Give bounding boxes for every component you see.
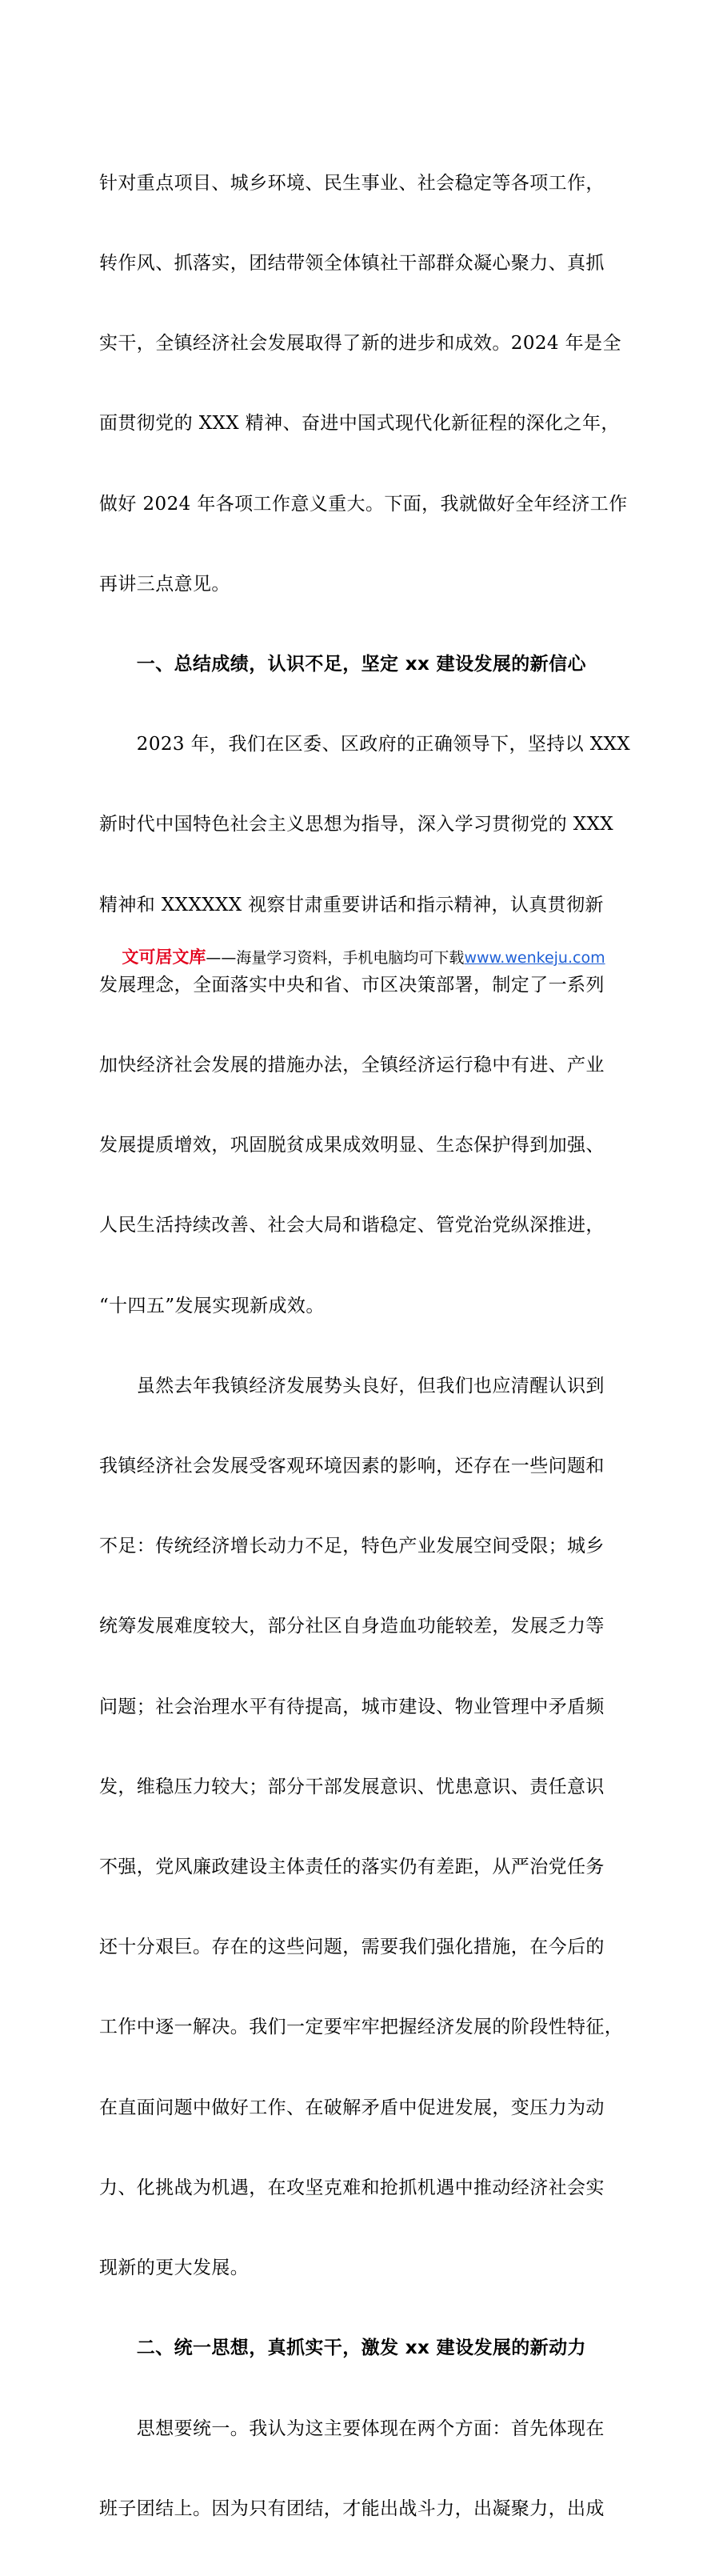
text-line: “十四五”发展实现新成效。 <box>99 1295 325 1316</box>
text-line: 加快经济社会发展的措施办法，全镇经济运行稳中有进、产业 <box>99 1055 605 1076</box>
section-heading-1: 一、总结成绩，认识不足，坚定 xx 建设发展的新信心 <box>99 654 586 675</box>
text-line: 发展理念，全面落实中央和省、市区决策部署，制定了一系列 <box>99 974 605 996</box>
text-line: 精神和 XXXXXX 视察甘肃重要讲话和指示精神，认真贯彻新 <box>99 894 604 915</box>
footer-website-link[interactable]: www.wenkeju.com <box>464 949 605 967</box>
footer-banner <box>0 946 727 969</box>
text-line: 还十分艰巨。存在的这些问题，需要我们强化措施，在今后的 <box>99 1937 605 1958</box>
text-line: 面贯彻党的 XXX 精神、奋进中国式现代化新征程的深化之年， <box>99 413 620 435</box>
text-line: 发，维稳压力较大；部分干部发展意识、忧患意识、责任意识 <box>99 1776 605 1797</box>
text-line: 做好 2024 年各项工作意义重大。下面，我就做好全年经济工作 <box>99 493 628 515</box>
text-line: 人民生活持续改善、社会大局和谐稳定、管党治党纵深推进， <box>99 1215 605 1236</box>
text-line: 统筹发展难度较大，部分社区自身造血功能较差，发展乏力等 <box>99 1616 605 1637</box>
text-line: 新时代中国特色社会主义思想为指导，深入学习贯彻党的 XXX <box>99 814 614 835</box>
text-line: 不强，党风廉政建设主体责任的落实仍有差距，从严治党任务 <box>99 1857 605 1878</box>
text-line: 针对重点项目、城乡环境、民生事业、社会稳定等各项工作， <box>99 172 605 194</box>
text-line: 实干，全镇经济社会发展取得了新的进步和成效。2024 年是全 <box>99 333 621 355</box>
footer-brand: 文可居文库 <box>122 947 206 967</box>
text-line: 再讲三点意见。 <box>99 573 230 595</box>
text-line: 2023 年，我们在区委、区政府的正确领导下，坚持以 XXX <box>99 734 631 755</box>
text-line: 我镇经济社会发展受客观环境因素的影响，还存在一些问题和 <box>99 1456 605 1477</box>
text-line: 问题；社会治理水平有待提高，城市建设、物业管理中矛盾频 <box>99 1696 605 1717</box>
text-line: 工作中逐一解决。我们一定要牢牢把握经济发展的阶段性特征， <box>99 2017 624 2038</box>
text-line: 不足：传统经济增长动力不足，特色产业发展空间受限；城乡 <box>99 1536 605 1557</box>
text-line: 力、化挑战为机遇，在攻坚克难和抢抓机遇中推动经济社会实 <box>99 2177 605 2198</box>
text-line: 在直面问题中做好工作、在破解矛盾中促进发展，变压力为动 <box>99 2097 605 2118</box>
text-line: 现新的更大发展。 <box>99 2258 250 2279</box>
text-line: 转作风、抓落实，团结带领全体镇社干部群众凝心聚力、真抓 <box>99 253 605 274</box>
section-heading-2: 二、统一思想，真抓实干，激发 xx 建设发展的新动力 <box>99 2338 586 2359</box>
text-line: 发展提质增效，巩固脱贫成果成效明显、生态保护得到加强、 <box>99 1135 605 1156</box>
text-line: 思想要统一。我认为这主要体现在两个方面：首先体现在 <box>99 2418 605 2439</box>
footer-tagline: ——海量学习资料，手机电脑均可下载 <box>206 949 465 967</box>
text-line: 班子团结上。因为只有团结，才能出战斗力，出凝聚力，出成 <box>99 2498 605 2519</box>
text-line: 虽然去年我镇经济发展势头良好，但我们也应清醒认识到 <box>99 1375 605 1396</box>
body-text <box>99 117 648 2576</box>
document-body <box>99 117 648 2576</box>
